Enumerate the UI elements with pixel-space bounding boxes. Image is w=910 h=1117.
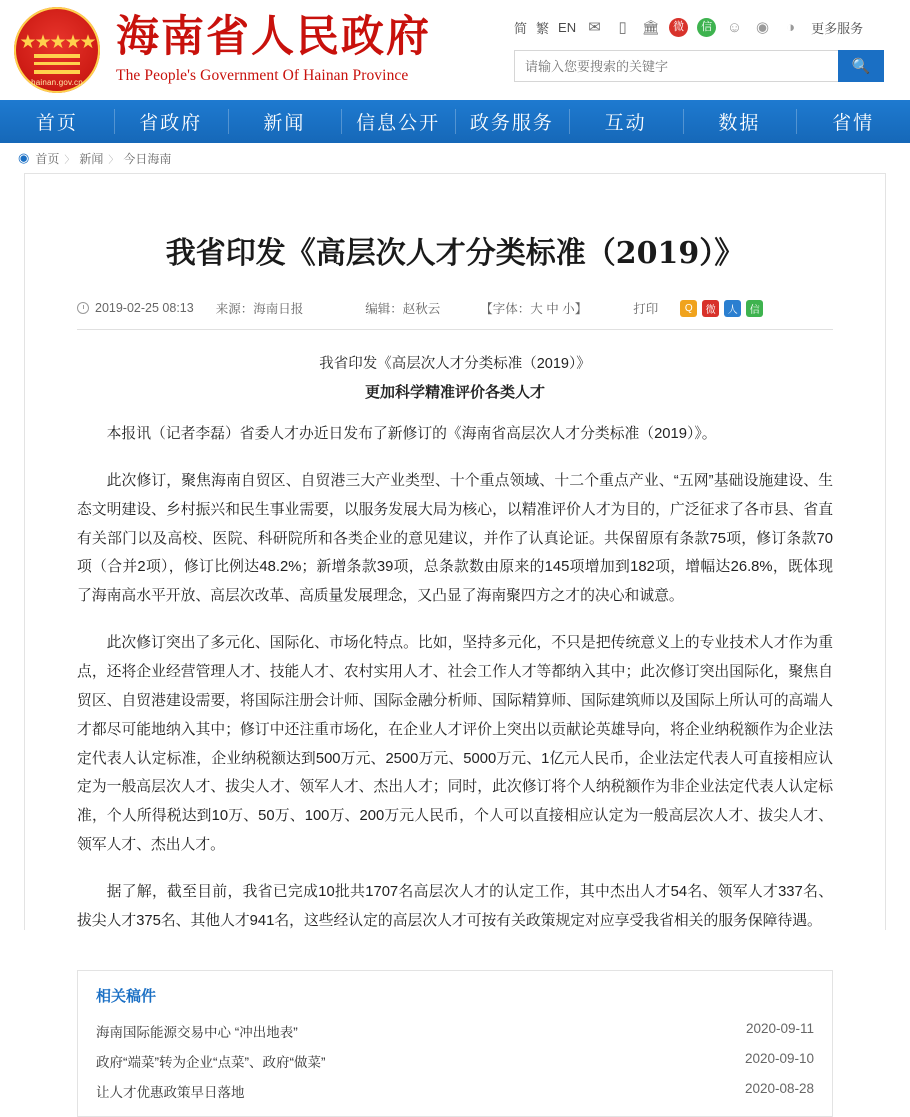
- article-datetime: 2019-02-25 08:13: [95, 301, 194, 316]
- share-buttons: [680, 300, 763, 317]
- main-nav: [0, 100, 910, 143]
- article-source-value: 海南日报: [253, 302, 304, 317]
- mail-icon[interactable]: ✉: [588, 18, 601, 36]
- related-article-date: 2020-09-10: [744, 1050, 814, 1066]
- related-article-date: 2020-09-11: [745, 1020, 814, 1036]
- emblem-domain-text: hainan.gov.cn: [31, 78, 83, 87]
- article-paragraph: 据了解，截至目前，我省已完成10批共1707名高层次人才的认定工作，其中杰出人才54名、领军人才337名、拔尖人才375名、其他人才941名，这些经认定的高层次人才可按有关政策规定对应享受我省相关的服务保障待遇。: [77, 883, 833, 929]
- article-paragraph: 本报讯（记者李磊）省委人才办近日发布了新修订的《海南省高层次人才分类标准（2019）》。: [106, 426, 717, 443]
- nav-item-provincial-government[interactable]: 省政府: [114, 100, 228, 143]
- clock-icon: [77, 302, 89, 314]
- search-bar: [514, 50, 884, 82]
- mobile-icon[interactable]: ▯: [618, 18, 627, 36]
- related-article-date: 2020-08-28: [744, 1080, 814, 1096]
- article-subtitle-2: 更加科学精准评价各类人才: [364, 384, 545, 402]
- emblem-stars-icon: ★★★★★: [19, 31, 95, 53]
- share-weibo-icon[interactable]: 微: [702, 300, 719, 317]
- list-item[interactable]: [96, 1016, 814, 1046]
- nav-item-government-services[interactable]: 政务服务: [455, 100, 569, 143]
- site-header: [0, 0, 910, 100]
- article-paragraph: 此次修订，聚焦海南自贸区、自贸港三大产业类型、十个重点领域、十二个重点产业、“五网”基础设施建设、生态文明建设、乡村振兴和民生事业需要，以服务发展大局为核心，以精准评价人才为目的，广泛征求了各市县、省直有关部门以及高校、医院、科研院所和各类企业的意见建议，并作了认真论证。共保留原有条款75项，修订条款70项（合并2项），修订比例达48.2%；新增条款39项，总条款数由原来的145项增加到182项，增幅达26.8%，既体现了海南高水平开放、高层次改革、高质量发展理念，又凸显了海南聚四方之才的决心和诚意。: [77, 472, 833, 605]
- article-meta: [77, 299, 833, 330]
- lang-simplified-link[interactable]: 简: [514, 20, 528, 36]
- print-button[interactable]: 打印: [633, 302, 659, 317]
- hearing-aid-icon[interactable]: ◑: [786, 18, 796, 36]
- related-articles-heading: 相关稿件: [96, 987, 157, 1005]
- location-pin-icon: ◉: [18, 150, 30, 165]
- related-articles-panel: [77, 970, 833, 1117]
- article-container: [24, 173, 886, 1100]
- breadcrumb-separator: 〉: [108, 154, 119, 166]
- emblem-gate-icon: [34, 54, 80, 74]
- article-editor-label: 编辑：: [365, 302, 403, 317]
- page-title: 我省印发《高层次人才分类标准（2019）》: [165, 236, 745, 272]
- breadcrumb-item-home[interactable]: 首页: [35, 151, 60, 166]
- national-emblem-logo: [14, 7, 100, 93]
- article-paragraph: 此次修订突出了多元化、国际化、市场化特点。比如，坚持多元化，不只是把传统意义上的专业技术人才作为重点，还将企业经营管理人才、技能人才、农村实用人才、社会工作人才等都纳入其中；此次修订突出国际化，聚焦自贸区、自贸港建设需要，将国际注册会计师、国际金融分析师、国际精算师、国际建筑师以及国际上所认可的高端人才都尽可能地纳入其中；修订中还注重市场化，在企业人才评价上突出以贡献论英雄导向，将企业纳税额作为企业法定代表人认定标准，企业纳税额达到500万元、2500万元、5000万元、1亿元人民币，企业法定代表人可直接相应认定为一般高层次人才、拔尖人才、领军人才、杰出人才；同时，此次修订将个人纳税额作为非企业法定代表人认定标准，个人所得税达到10万、50万、100万、200万元人民币，个人可以直接相应认定为一般高层次人才、拔尖人才、领军人才、杰出人才。: [77, 635, 833, 854]
- share-wechat-icon[interactable]: 信: [746, 300, 763, 317]
- lang-english-link[interactable]: EN: [558, 19, 577, 35]
- nav-item-home[interactable]: 首页: [35, 112, 78, 134]
- related-article-title[interactable]: 政府“端菜”转为企业“点菜”、政府“做菜”: [96, 1054, 326, 1070]
- list-item[interactable]: [96, 1046, 814, 1076]
- article-editor-value: 赵秋云: [402, 302, 441, 317]
- breadcrumb-item-today-hainan[interactable]: 今日海南: [123, 151, 172, 166]
- wechat-icon[interactable]: 信: [697, 18, 716, 37]
- breadcrumb-item-news[interactable]: 新闻: [79, 151, 104, 166]
- site-title-cn: 海南省人民政府: [116, 12, 431, 63]
- site-title-en: The People's Government Of Hainan Province: [116, 66, 409, 84]
- article-subtitle-1: 我省印发《高层次人才分类标准（2019）》: [319, 356, 591, 373]
- article-source-label: 来源：: [215, 302, 254, 317]
- nav-item-interaction[interactable]: 互动: [569, 100, 683, 143]
- weibo-icon[interactable]: 微: [669, 18, 688, 37]
- share-qzone-icon[interactable]: Q: [680, 300, 697, 317]
- government-icon[interactable]: 🏛: [641, 19, 660, 35]
- list-item[interactable]: [96, 1076, 814, 1106]
- article-editor: [365, 299, 440, 317]
- related-article-title[interactable]: 海南国际能源交易中心 “冲出地表”: [96, 1024, 298, 1040]
- user-icon[interactable]: ☺: [726, 18, 743, 36]
- more-services-link[interactable]: 更多服务: [811, 20, 864, 36]
- site-title-block: [116, 12, 431, 84]
- article-source: [216, 299, 304, 317]
- share-renren-icon[interactable]: 人: [724, 300, 741, 317]
- nav-item-province-overview[interactable]: 省情: [796, 100, 910, 143]
- search-button[interactable]: 🔍: [838, 50, 884, 82]
- nav-item-data[interactable]: 数据: [683, 100, 797, 143]
- nav-item-information-disclosure[interactable]: 信息公开: [341, 100, 455, 143]
- nav-item-news[interactable]: 新闻: [228, 100, 342, 143]
- header-right-panel: [514, 16, 884, 82]
- accessibility-icon[interactable]: ◉: [756, 18, 770, 36]
- search-input[interactable]: [514, 50, 838, 82]
- related-article-title[interactable]: 让人才优惠政策早日落地: [96, 1084, 245, 1100]
- breadcrumb-separator: 〉: [64, 154, 75, 166]
- header-tools: [514, 16, 884, 38]
- font-size-control[interactable]: 【字体：大 中 小】: [480, 302, 588, 317]
- lang-traditional-link[interactable]: 繁: [536, 20, 550, 36]
- breadcrumb: [0, 143, 910, 173]
